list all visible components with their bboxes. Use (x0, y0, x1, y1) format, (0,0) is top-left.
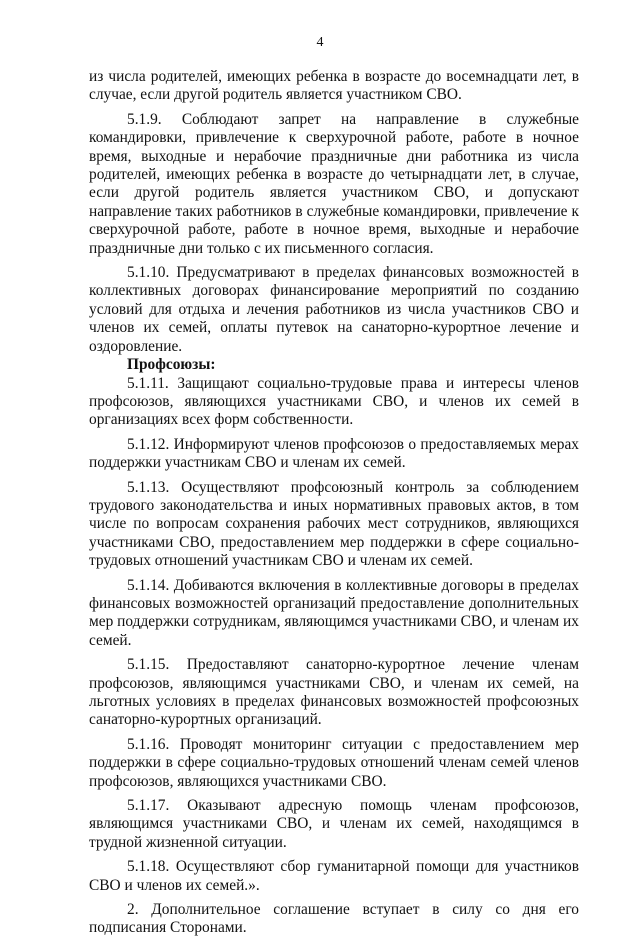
paragraph-5-1-11: 5.1.11. Защищают социально-трудовые права и интересы членов профсоюзов, являющихся участниками СВО, и членов их семей в организациях всех форм собственности. (89, 374, 579, 429)
paragraph-5-1-12: 5.1.12. Информируют членов профсоюзов о предоставляемых мерах поддержки участникам СВО и членам их семей. (89, 435, 579, 472)
paragraph-5-1-14: 5.1.14. Добиваются включения в коллективные договоры в пределах финансовых возможностей организаций предоставление дополнительных мер поддержки сотрудникам, являющимся участниками СВО, и членам их семей. (89, 576, 579, 649)
section-heading-unions: Профсоюзы: (127, 356, 216, 374)
paragraph-5-1-10: 5.1.10. Предусматривают в пределах финансовых возможностей в коллективных договорах финансирование мероприятий по созданию условий для отдыха и лечения работников из числа участников СВО и членов их семей, оплаты путевок на санаторно-курортное лечение и оздоровление. (89, 264, 579, 355)
document-body (89, 68, 579, 938)
page-number: 4 (316, 35, 324, 50)
paragraph-5-1-9: 5.1.9. Соблюдают запрет на направление в служебные командировки, привлечение к сверхурочной работе, работе в ночное время, выходные и нерабочие праздничные дни работника из числа родителей, имеющих ребенка в возрасте до четырнадцати лет, в случае, если другой родитель является участником СВО, и допускают направление таких работников в служебные командировки, привлечение к сверхурочной работе, работе в ночное время, выходные и нерабочие праздничные дни только с их письменного согласия. (89, 110, 579, 257)
paragraph-5-1-16: 5.1.16. Проводят мониторинг ситуации с предоставлением мер поддержки в сфере социально-трудовых отношений членам семей членов профсоюзов, являющихся участниками СВО. (89, 735, 579, 790)
paragraph-5-1-13: 5.1.13. Осуществляют профсоюзный контроль за соблюдением трудового законодательства и иных нормативных правовых актов, в том числе по вопросам сохранения рабочих мест сотрудников, являющихся участниками СВО, предоставлением мер поддержки в сфере социально-трудовых отношений участникам СВО и членам их семей. (89, 478, 579, 570)
paragraph-final: 2. Дополнительное соглашение вступает в силу со дня его подписания Сторонами. (89, 901, 579, 937)
paragraph-5-1-18: 5.1.18. Осуществляют сбор гуманитарной помощи для участников СВО и членов их семей.». (89, 858, 579, 894)
paragraph-5-1-17: 5.1.17. Оказывают адресную помощь членам профсоюзов, являющимся участниками СВО, и членам их семей, находящимся в трудной жизненной ситуации. (89, 797, 579, 851)
paragraph-continuation: из числа родителей, имеющих ребенка в возрасте до восемнадцати лет, в случае, если другой родитель является участником СВО. (89, 68, 579, 104)
paragraph-5-1-15: 5.1.15. Предоставляют санаторно-курортное лечение членам профсоюзов, являющимся участниками СВО, и членам их семей, на льготных условиях в пределах финансовых возможностей профсоюзных санаторно-курортных организаций. (89, 656, 579, 729)
